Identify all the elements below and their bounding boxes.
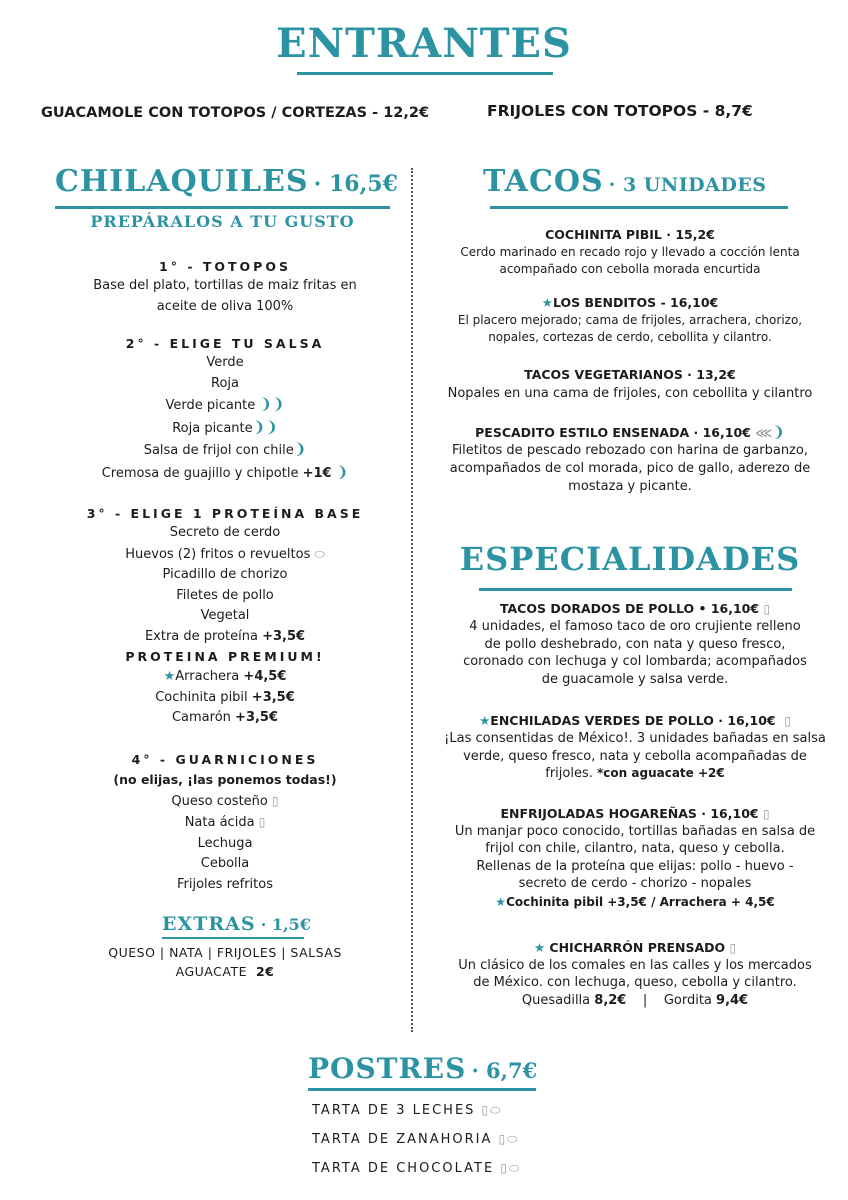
egg-icon: ⬭ xyxy=(490,1103,503,1117)
egg-icon: ⬭ xyxy=(508,1161,522,1175)
extras-aguacate: AGUACATE xyxy=(175,964,247,979)
dairy-icon: ▯ xyxy=(258,815,266,829)
dairy-icon: ▯ xyxy=(784,714,791,728)
chilaquiles-subtitle: PREPÁRALOS A TU GUSTO xyxy=(90,212,355,231)
taco-desc: El placero mejorado; cama de frijoles, arrachera, chorizo, xyxy=(457,313,803,327)
star-icon: ★ xyxy=(495,894,507,909)
gordita-label: Gordita xyxy=(663,992,712,1008)
star-icon: ★ xyxy=(541,295,553,310)
salsa-item-row xyxy=(25,394,425,417)
postres-title: POSTRES xyxy=(308,1052,467,1085)
chilaquiles-price: · 16,5€ xyxy=(313,171,398,197)
especialidades-underline xyxy=(479,588,792,591)
premium-item: Cochinita pibil xyxy=(155,689,248,705)
especialidad-name-row xyxy=(430,600,840,618)
salsa-item: Cremosa de guajillo y chipotle xyxy=(101,465,299,481)
especialidad-desc: Rellenas de la proteína que elijas: pollo - huevo - xyxy=(476,858,794,874)
step3-title: 3° - ELIGE 1 PROTEÍNA BASE xyxy=(86,506,364,521)
salsa-item: Salsa de frijol con chile xyxy=(143,443,294,458)
chilaquiles-steps xyxy=(25,258,425,895)
chilaquiles-title: CHILAQUILES xyxy=(55,164,309,199)
postre-item: TARTA DE ZANAHORIA xyxy=(312,1132,493,1147)
taco-desc: Nopales en una cama de frijoles, con cebollita y cilantro xyxy=(447,386,813,401)
salsa-item: Roja picante xyxy=(172,420,253,436)
extras-heading xyxy=(162,913,311,935)
especialidad-desc: Un clásico de los comales en las calles y los mercados xyxy=(458,957,812,973)
egg-icon: ⬭ xyxy=(507,1132,520,1146)
taco-desc: acompañados de col morada, pico de gallo, aderezo de xyxy=(449,461,811,476)
chili-icon: ❩ xyxy=(772,423,785,441)
salsa-item-row xyxy=(25,462,425,485)
postre-row xyxy=(312,1125,521,1154)
especialidades-list xyxy=(430,600,840,1009)
garnish-item: Cebolla xyxy=(200,856,250,871)
postres-list xyxy=(312,1096,521,1183)
star-icon: ★ xyxy=(479,713,491,728)
especialidad-name: ENFRIJOLADAS HOGAREÑAS · 16,10€ xyxy=(500,805,759,821)
especialidad-desc: ¡Las consentidas de México!. 3 unidades bañadas en salsa xyxy=(444,731,826,746)
premium-item-row xyxy=(25,667,425,688)
protein-item: Vegetal xyxy=(200,608,250,623)
chicharron-options: Quesadilla 8,2€ | Gordita 9,4€ xyxy=(521,992,749,1008)
salsa-item: Roja xyxy=(211,375,239,391)
chili-icon: ❩❩ xyxy=(252,417,278,436)
taco-name: LOS BENDITOS - 16,10€ xyxy=(552,295,719,310)
premium-item: Camarón xyxy=(171,710,231,725)
dairy-icon: ▯ xyxy=(272,793,279,808)
taco-name: PESCADITO ESTILO ENSENADA · 16,10€ xyxy=(475,425,751,440)
postres-underline xyxy=(308,1088,536,1091)
especialidad-desc: de pollo deshebrado, con nata y queso fresco, xyxy=(484,636,786,652)
step4-title: 4° - GUARNICIONES xyxy=(131,751,319,767)
extras-price: · 1,5€ xyxy=(260,915,311,934)
taco-desc: nopales, cortezas de cerdo, cebollita y cilantro. xyxy=(488,330,772,344)
step2-title: 2° - ELIGE TU SALSA xyxy=(125,336,325,351)
salsa-extra-price: +1€ xyxy=(302,465,332,481)
egg-icon: ⬭ xyxy=(314,546,325,561)
premium-price: +4,5€ xyxy=(243,669,287,684)
premium-price: +3,5€ xyxy=(251,689,295,705)
protein-item-row xyxy=(25,544,425,566)
extra-protein-row xyxy=(25,627,425,648)
tacos-subtitle: · 3 UNIDADES xyxy=(608,174,767,196)
dairy-icon: ▯ xyxy=(729,940,737,955)
garnish-item: Lechuga xyxy=(197,835,253,851)
dairy-icon: ▯ xyxy=(500,1161,509,1175)
star-icon: ★ xyxy=(163,669,176,684)
premium-item-row xyxy=(25,708,425,729)
salsa-item-row xyxy=(25,417,425,440)
taco-name-row xyxy=(430,294,830,312)
postres-heading xyxy=(308,1052,537,1085)
gordita-price: 9,4€ xyxy=(716,992,749,1008)
step1-desc-1: Base del plato, tortillas de maiz fritas en xyxy=(93,278,357,293)
protein-item: Picadillo de chorizo xyxy=(162,567,288,582)
quesadilla-price: 8,2€ xyxy=(594,992,627,1008)
especialidad-desc: verde, queso fresco, nata y cebolla acompañadas de xyxy=(463,748,807,764)
salsa-item: Verde picante xyxy=(165,398,256,413)
especialidad-desc: frijol con chile, cilantro, nata, queso y cebolla. xyxy=(485,841,785,856)
especialidad-name-row xyxy=(430,712,840,730)
extras-aguacate-price: 2€ xyxy=(255,964,275,979)
chili-icon: ❩ xyxy=(293,440,307,458)
garnish-item: Queso costeño xyxy=(171,793,268,809)
especialidad-desc: coronado con lechuga y col lombarda; acompañados xyxy=(463,654,807,669)
fish-icon: ⋘ xyxy=(755,426,773,440)
garnish-item-row xyxy=(25,812,425,834)
especialidad-desc: secreto de cerdo - chorizo - nopales xyxy=(518,876,752,891)
premium-price: +3,5€ xyxy=(235,710,279,725)
taco-desc: Cerdo marinado en recado rojo y llevado a cocción lenta xyxy=(460,245,800,259)
especialidad-extra: *con aguacate +2€ xyxy=(597,766,725,780)
step1-desc-2: aceite de oliva 100% xyxy=(156,298,294,314)
garnish-item-row xyxy=(25,791,425,813)
especialidades-title: ESPECIALIDADES xyxy=(459,540,801,578)
extra-protein-price: +3,5€ xyxy=(262,628,306,644)
tacos-underline xyxy=(490,206,788,209)
premium-title: PROTEINA PREMIUM! xyxy=(125,649,325,664)
salsa-item: Verde xyxy=(206,355,244,370)
especialidad-desc: Un manjar poco conocido, tortillas bañadas en salsa de xyxy=(454,823,816,839)
taco-desc: Filetitos de pescado rebozado con harina de garbanzo, xyxy=(452,443,808,458)
especialidad-name: TACOS DORADOS DE POLLO • 16,10€ xyxy=(499,601,760,616)
premium-item: Arrachera xyxy=(175,669,240,684)
especialidad-name-row xyxy=(430,939,840,957)
especialidad-desc: 4 unidades, el famoso taco de oro crujiente relleno xyxy=(469,619,801,634)
postre-item: TARTA DE 3 LECHES xyxy=(312,1103,476,1118)
entrantes-underline xyxy=(297,72,553,75)
chilaquiles-underline xyxy=(55,206,390,209)
protein-item: Filetes de pollo xyxy=(176,587,274,603)
extras-line-2 xyxy=(25,962,425,981)
step1-title: 1° - TOTOPOS xyxy=(159,259,291,274)
tacos-heading xyxy=(483,164,767,199)
especialidad-desc: de México. con lechuga, queso, cebolla y cilantro. xyxy=(473,975,797,990)
especialidad-name: CHICHARRÓN PRENSADO xyxy=(549,939,726,955)
entrantes-title: ENTRANTES xyxy=(276,20,572,67)
dairy-icon: ▯ xyxy=(763,602,771,616)
chili-icon: ❩❩ xyxy=(259,395,285,413)
postre-item: TARTA DE CHOCOLATE xyxy=(312,1161,495,1176)
premium-item-row xyxy=(25,688,425,709)
taco-desc: mostaza y picante. xyxy=(568,479,692,494)
especialidad-extra-row xyxy=(430,893,840,911)
entrantes-item-frijoles: FRIJOLES CON TOTOPOS - 8,7€ xyxy=(487,102,753,120)
especialidad-name: ENCHILADAS VERDES DE POLLO · 16,10€ xyxy=(490,713,776,728)
taco-name: COCHINITA PIBIL · 15,2€ xyxy=(545,227,715,242)
star-icon: ★ xyxy=(533,939,546,955)
protein-item: Huevos (2) fritos o revueltos xyxy=(125,546,311,562)
garnish-item: Frijoles refritos xyxy=(177,876,273,892)
postre-row xyxy=(312,1096,521,1125)
especialidad-desc: de guacamole y salsa verde. xyxy=(541,671,729,687)
tacos-title: TACOS xyxy=(483,164,604,199)
quesadilla-label: Quesadilla xyxy=(521,992,591,1008)
extras-title: EXTRAS xyxy=(162,913,256,935)
chilaquiles-heading xyxy=(55,164,398,199)
dairy-icon: ▯ xyxy=(481,1103,491,1117)
tacos-list xyxy=(430,226,830,496)
taco-name: TACOS VEGETARIANOS · 13,2€ xyxy=(524,367,736,382)
especialidad-desc-row xyxy=(430,765,840,783)
step4-note: (no elijas, ¡las ponemos todas!) xyxy=(113,771,337,787)
garnish-item: Nata ácida xyxy=(184,815,255,830)
postres-price: · 6,7€ xyxy=(471,1058,538,1083)
extras-underline xyxy=(162,937,304,939)
chili-icon: ❩ xyxy=(335,462,349,481)
especialidad-extra: Cochinita pibil +3,5€ / Arrachera + 4,5€ xyxy=(506,894,775,909)
extra-protein-label: Extra de proteína xyxy=(144,628,258,644)
extras-line-1: QUESO | NATA | FRIJOLES | SALSAS xyxy=(108,945,342,960)
postre-row xyxy=(312,1154,521,1183)
extras-list xyxy=(25,943,425,981)
salsa-item-row xyxy=(25,439,425,462)
especialidad-desc: frijoles. xyxy=(545,766,593,781)
dairy-icon: ▯ xyxy=(498,1132,508,1146)
entrantes-item-guacamole: GUACAMOLE CON TOTOPOS / CORTEZAS - 12,2€ xyxy=(41,105,430,121)
dairy-icon: ▯ xyxy=(762,806,770,821)
taco-name-row xyxy=(430,423,830,442)
taco-desc: acompañado con cebolla morada encurtida xyxy=(499,262,761,276)
especialidad-name-row xyxy=(430,805,840,823)
protein-item: Secreto de cerdo xyxy=(169,525,281,540)
